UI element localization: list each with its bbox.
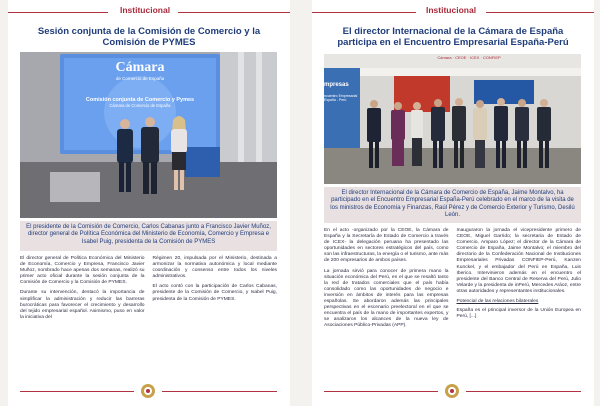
article-title: Sesión conjunta de la Comisión de Comercio y la Comisión de PYMES bbox=[37, 26, 261, 48]
banner-text: mpresas bbox=[324, 82, 349, 88]
group-photo bbox=[324, 54, 581, 184]
footer-rule bbox=[466, 391, 581, 392]
section-label: Institucional bbox=[120, 5, 171, 15]
camara-logo-icon bbox=[445, 384, 459, 398]
header-rule-right bbox=[178, 12, 290, 13]
section-header bbox=[8, 0, 290, 22]
header-rule-right bbox=[486, 12, 594, 13]
section-header bbox=[312, 0, 594, 22]
footer-rule bbox=[20, 391, 134, 392]
photo-caption: El presidente de la Comisión de Comercio, Carlos Cabanas junto a Francisco Javier Muñoz, director general de Política Económica del Ministerio de Economía, Comercio y Empresa e Isabel Puig, presidenta de la Comisión de PYMES bbox=[20, 221, 277, 251]
paragraph: El acto contó con la participación de Carlos Cabanas, presidente de la Comisión de Comercio, y Isabel Puig, presidenta de la Comisión de PYMES. bbox=[152, 284, 277, 302]
header-rule-left bbox=[312, 12, 416, 13]
article-title: El director Internacional de la Cámara de España participa en el Encuentro Empresarial España-Perú bbox=[337, 26, 569, 48]
header-rule-left bbox=[8, 12, 108, 13]
photo-caption: El director Internacional de la Cámara de Comercio de España, Jaime Montalvo, ha participado en el Encuentro Empresarial España-Perú celebrado en el marco de la visita de los ministros de Economía y Finanzas, Raúl Pérez y de Comercio Exterior y Turismo, Desilú León. bbox=[324, 187, 581, 223]
page-footer bbox=[324, 384, 581, 398]
paragraph: España es el principal inversor de la Unión Europea en Perú, [...] bbox=[456, 308, 581, 320]
right-page bbox=[312, 0, 594, 406]
left-page bbox=[8, 0, 290, 406]
sponsor-strip: Cámara · CEOE · ICEX · CONFIEP bbox=[437, 55, 501, 60]
screen-logo: Cámara bbox=[115, 60, 165, 75]
article-photo bbox=[20, 52, 277, 218]
subheading: Potencial de las relaciones bilaterales bbox=[456, 299, 539, 305]
body-column-2 bbox=[457, 228, 582, 334]
footer-rule bbox=[324, 391, 438, 392]
paragraph: La jornada sirvió para conocer de primera mano la situación económica del Perú, en el que se resaltó tanto la red de tratados comerciales que el país había consolidado como las oportunidades de negocio e inversión en ámbitos de interés para las empresas españolas. Se abordaron además las principales perspectivas en el escenario preelectoral en el que se encuentra el país de la mano de importantes expertos, y se analizaron los alcances de la nueva ley de Asociaciones Público-Privadas (APP). bbox=[324, 268, 449, 329]
section-label: Institucional bbox=[426, 5, 477, 15]
paragraph: Régimen 20, impulsada por el Ministerio, destinada a armonizar la normativa autonómica y local mediante coordinación y consenso entre todos los niveles administrativos. bbox=[152, 256, 277, 280]
page-footer bbox=[20, 384, 277, 398]
paragraph: Inauguraron la jornada el vicepresidente primero de CEOE, Miguel Garrido; la secretaria de Estado de Comercio, Amparo López; el director de la Cámara de Comercio de España, Jaime Montalvo; el miembro del directorio de la Confederación Nacional de Instituciones Empresariales Privadas CONFIEP-Perú, Kanzen Kunckel, y el embajador del Perú en España, Luis Iberico. Intervinieron además en el encuentro el presidente del Banco Central de Reserva del Perú, Julio Velarde y la presidenta de inPerú, Mercedes Aráoz, entre otras autoridades y representantes institucionales. bbox=[456, 228, 581, 294]
banner-text: España - Perú bbox=[324, 98, 347, 103]
screen-logo-sub: de Comercio de España bbox=[115, 76, 165, 81]
footer-rule bbox=[162, 391, 277, 392]
screen-subheading: Cámara de Comercio de España bbox=[109, 103, 171, 108]
article-body bbox=[324, 228, 581, 334]
camara-logo-icon bbox=[141, 384, 155, 398]
article-photo bbox=[324, 54, 581, 184]
paragraph: Durante su intervención, destacó la importancia de simplificar la administración y reducir las barreras burocráticas para favorecer el crecimiento y desarrollo del tejido empresarial español. Asimismo, puso en valor la iniciativa del bbox=[20, 290, 145, 320]
paragraph: El director general de Política Económica del Ministerio de Economía, Comercio y Empresa, Francisco Javier Muñoz, nombrado hace apenas dos semanas, realizó su primer acto oficial durante la sesión conjunta de la Comisión de Comercio y la Comisión de PYMES. bbox=[20, 256, 145, 286]
article-body bbox=[20, 256, 277, 325]
screen-heading: Comisión conjunta de Comercio y Pymes bbox=[85, 97, 195, 103]
body-column-2 bbox=[153, 256, 278, 325]
paragraph: En el acto -organizado por la CEOE, la Cámara de España y la Secretaría de Estado de Comercio a través de ICEX- la delegación peruana ha presentado las oportunidades en sectores estratégicos del país, como son las infraestructuras, la energía o el turismo, ante más de 200 empresarios de ambos países. bbox=[324, 228, 449, 264]
banner-text: ncuentro Empresarial bbox=[324, 94, 358, 98]
body-column-1 bbox=[324, 228, 449, 334]
body-column-1 bbox=[20, 256, 145, 325]
